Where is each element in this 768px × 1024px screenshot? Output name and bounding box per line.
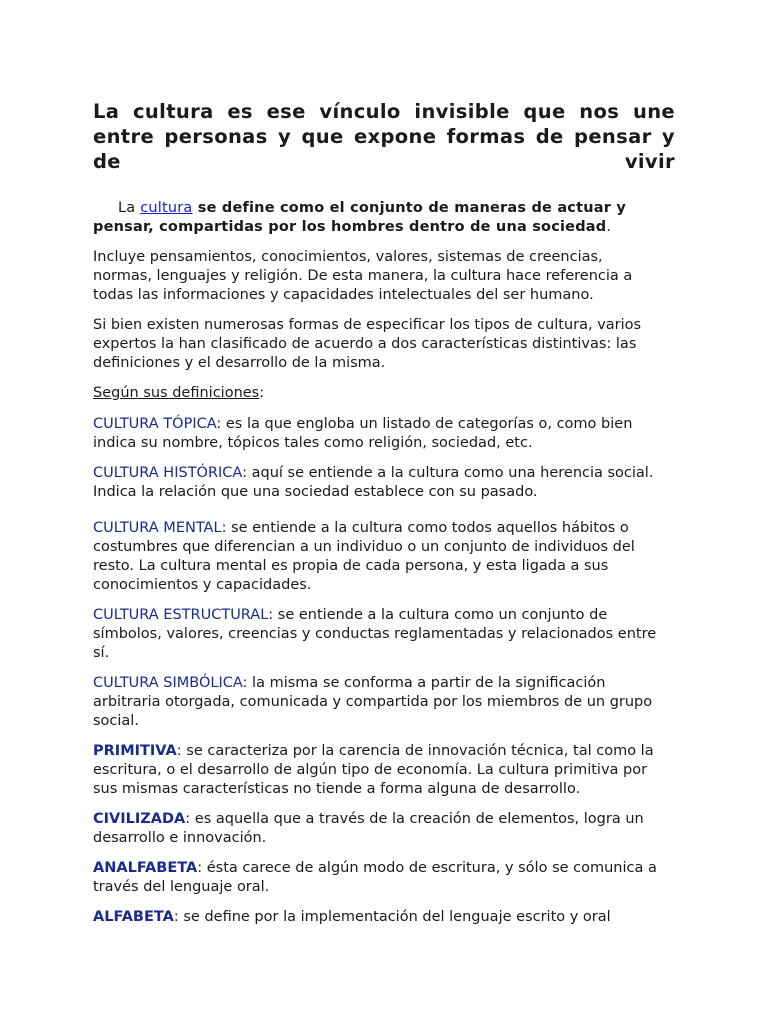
intro-bold-definition: se define como el conjunto de maneras de actuar y pensar, compartidas por los hombres dentro de una sociedad (93, 200, 626, 235)
list-item (93, 519, 663, 595)
section-heading-suffix: : (259, 385, 265, 401)
term-cultura-estructural: CULTURA ESTRUCTURAL (93, 607, 269, 623)
item-text: : ésta carece de algún modo de escritura, y sólo se comunica a través del lenguaje oral. (93, 860, 657, 895)
term-cultura-mental: CULTURA MENTAL (93, 520, 222, 536)
item-text: : se entiende a la cultura como todos aquellos hábitos o costumbres que diferencian a un individuo o un conjunto de individuos del resto. La cultura mental es propia de cada persona, y esta ligada a sus conocimientos y capacidades. (93, 520, 635, 593)
list-item (93, 908, 663, 927)
paragraph-2: Si bien existen numerosas formas de especificar los tipos de cultura, varios expertos la han clasificado de acuerdo a dos características distintivas: las definiciones y el desarrollo de la misma. (93, 317, 642, 371)
intro-prefix: La (118, 200, 141, 216)
item-text: : se entiende a la cultura como un conjunto de símbolos, valores, creencias y conductas reglamentadas y relacionados entre sí. (93, 607, 657, 661)
list-item (93, 742, 663, 799)
list-item (93, 810, 663, 848)
title-line-1: La cultura es ese vínculo invisible que nos une (93, 100, 675, 123)
paragraph-1: Incluye pensamientos, conocimientos, valores, sistemas de creencias, normas, lenguajes y religión. De esta manera, la cultura hace referencia a todas las informaciones y capacidades intelectuales del ser humano. (93, 249, 633, 303)
term-cultura-simbolica: CULTURA SIMBÓLICA (93, 675, 243, 691)
term-primitiva: PRIMITIVA (93, 743, 177, 759)
item-text: : se define por la implementación del lenguaje escrito y oral (173, 909, 611, 925)
item-text: : es la que engloba un listado de categorías o, como bien indica su nombre, tópicos tales como religión, sociedad, etc. (93, 416, 633, 451)
term-alfabeta: ALFABETA (93, 909, 174, 925)
term-cultura-historica: CULTURA HISTÓRICA (93, 465, 243, 481)
term-cultura-topica: CULTURA TÓPICA (93, 416, 217, 432)
item-text: : aquí se entiende a la cultura como una herencia social. Indica la relación que una sociedad establece con su pasado. (93, 465, 654, 500)
term-civilizada: CIVILIZADA (93, 811, 186, 827)
title-line-3 (93, 149, 675, 174)
section-heading-text: Según sus definiciones (93, 385, 260, 401)
page-title (93, 99, 675, 174)
item-text: : la misma se conforma a partir de la significación arbitraria otorgada, comunicada y compartida por los miembros de un grupo social. (93, 675, 653, 729)
intro-paragraph (93, 199, 663, 237)
list-item (93, 415, 663, 453)
term-analfabeta: ANALFABETA (93, 860, 198, 876)
list-item (93, 464, 663, 502)
list-item (93, 606, 663, 663)
intro-suffix: . (606, 219, 612, 235)
section-heading (93, 384, 663, 403)
title-line-3-start: de (93, 150, 121, 173)
cultura-link[interactable]: cultura (140, 200, 193, 216)
title-line-2: entre personas y que expone formas de pensar y (93, 125, 675, 148)
item-text: : es aquella que a través de la creación de elementos, logra un desarrollo e innovación. (93, 811, 644, 846)
item-text: : se caracteriza por la carencia de innovación técnica, tal como la escritura, o el desarrollo de algún tipo de economía. La cultura primitiva por sus mismas características no tiende a forma alguna de desarrollo. (93, 743, 654, 797)
title-line-3-end: vivir (624, 150, 675, 173)
list-item (93, 674, 663, 731)
list-item (93, 859, 663, 897)
